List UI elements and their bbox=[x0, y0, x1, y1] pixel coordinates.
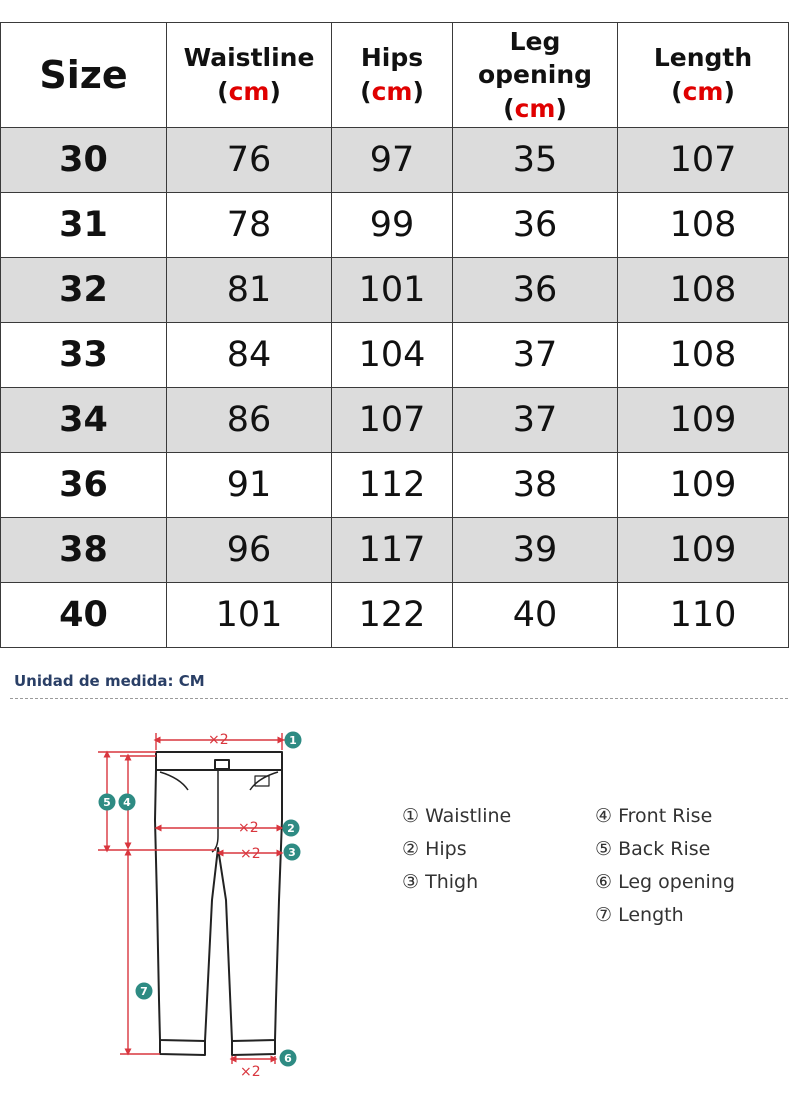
cell-length: 109 bbox=[618, 453, 789, 518]
cell-waistline: 78 bbox=[167, 193, 332, 258]
cell-size: 38 bbox=[1, 518, 167, 583]
cell-waistline: 91 bbox=[167, 453, 332, 518]
table-row bbox=[1, 323, 789, 388]
cell-leg-opening: 38 bbox=[453, 453, 618, 518]
svg-text:4: 4 bbox=[123, 796, 131, 809]
table-row bbox=[1, 453, 789, 518]
svg-text:6: 6 bbox=[284, 1052, 292, 1065]
cell-leg-opening: 35 bbox=[453, 128, 618, 193]
header-waistline: Waistline (cm) bbox=[167, 23, 332, 128]
header-hips: Hips (cm) bbox=[332, 23, 453, 128]
multiplier-label: ×2 bbox=[208, 732, 229, 748]
cell-hips: 99 bbox=[332, 193, 453, 258]
cell-length: 109 bbox=[618, 388, 789, 453]
unit-label: cm bbox=[514, 93, 556, 123]
svg-text:2: 2 bbox=[287, 822, 295, 835]
cell-size: 31 bbox=[1, 193, 167, 258]
cell-size: 33 bbox=[1, 323, 167, 388]
marker-6-icon bbox=[280, 1050, 297, 1067]
marker-1-icon bbox=[285, 732, 302, 749]
legend-item-front-rise: ④ Front Rise bbox=[595, 805, 713, 827]
table-row bbox=[1, 193, 789, 258]
cell-size: 40 bbox=[1, 583, 167, 648]
table-row bbox=[1, 388, 789, 453]
marker-2-icon bbox=[283, 820, 300, 837]
cell-leg-opening: 36 bbox=[453, 193, 618, 258]
cell-length: 108 bbox=[618, 258, 789, 323]
cell-size: 34 bbox=[1, 388, 167, 453]
header-length: Length (cm) bbox=[618, 23, 789, 128]
cell-leg-opening: 36 bbox=[453, 258, 618, 323]
cell-waistline: 84 bbox=[167, 323, 332, 388]
unit-label: cm bbox=[371, 77, 413, 106]
pants-outline-icon bbox=[155, 752, 282, 1055]
cell-hips: 117 bbox=[332, 518, 453, 583]
cell-length: 108 bbox=[618, 193, 789, 258]
cell-leg-opening: 37 bbox=[453, 388, 618, 453]
cell-hips: 97 bbox=[332, 128, 453, 193]
legend-item-hips: ② Hips bbox=[402, 838, 467, 860]
marker-5-icon bbox=[99, 794, 116, 811]
table-row bbox=[1, 128, 789, 193]
cell-leg-opening: 37 bbox=[453, 323, 618, 388]
legend-item-waistline: ① Waistline bbox=[402, 805, 512, 827]
size-chart-table bbox=[0, 22, 789, 648]
table-header-row bbox=[1, 23, 789, 128]
header-leg-opening: Leg opening (cm) bbox=[453, 23, 618, 128]
dashed-divider bbox=[10, 698, 788, 699]
svg-text:3: 3 bbox=[288, 846, 296, 859]
cell-waistline: 96 bbox=[167, 518, 332, 583]
cell-waistline: 81 bbox=[167, 258, 332, 323]
cell-length: 107 bbox=[618, 128, 789, 193]
cell-size: 36 bbox=[1, 453, 167, 518]
cell-size: 30 bbox=[1, 128, 167, 193]
marker-3-icon bbox=[284, 844, 301, 861]
multiplier-label: ×2 bbox=[240, 1064, 261, 1080]
cell-waistline: 86 bbox=[167, 388, 332, 453]
cell-leg-opening: 39 bbox=[453, 518, 618, 583]
multiplier-label: ×2 bbox=[240, 846, 261, 862]
table-row bbox=[1, 583, 789, 648]
multiplier-label: ×2 bbox=[238, 820, 259, 836]
legend-item-back-rise: ⑤ Back Rise bbox=[595, 838, 711, 860]
legend-item-length: ⑦ Length bbox=[595, 904, 684, 926]
cell-waistline: 101 bbox=[167, 583, 332, 648]
cell-hips: 104 bbox=[332, 323, 453, 388]
cell-hips: 112 bbox=[332, 453, 453, 518]
marker-7-icon bbox=[136, 983, 153, 1000]
marker-4-icon bbox=[119, 794, 136, 811]
svg-text:1: 1 bbox=[289, 734, 297, 747]
svg-text:5: 5 bbox=[103, 796, 111, 809]
table-row bbox=[1, 518, 789, 583]
table-row bbox=[1, 258, 789, 323]
unit-caption: Unidad de medida: CM bbox=[14, 672, 205, 690]
legend-right bbox=[595, 800, 735, 932]
cell-waistline: 76 bbox=[167, 128, 332, 193]
legend-left bbox=[402, 800, 511, 899]
legend-item-thigh: ③ Thigh bbox=[402, 871, 479, 893]
cell-hips: 101 bbox=[332, 258, 453, 323]
cell-hips: 107 bbox=[332, 388, 453, 453]
header-size: Size bbox=[1, 23, 167, 128]
cell-length: 109 bbox=[618, 518, 789, 583]
cell-length: 110 bbox=[618, 583, 789, 648]
unit-label: cm bbox=[682, 77, 724, 106]
cell-hips: 122 bbox=[332, 583, 453, 648]
svg-text:7: 7 bbox=[140, 985, 148, 998]
cell-size: 32 bbox=[1, 258, 167, 323]
unit-label: cm bbox=[228, 77, 270, 106]
cell-leg-opening: 40 bbox=[453, 583, 618, 648]
cell-length: 108 bbox=[618, 323, 789, 388]
pants-measurement-diagram bbox=[0, 712, 320, 1102]
legend-item-leg-opening: ⑥ Leg opening bbox=[595, 871, 735, 893]
